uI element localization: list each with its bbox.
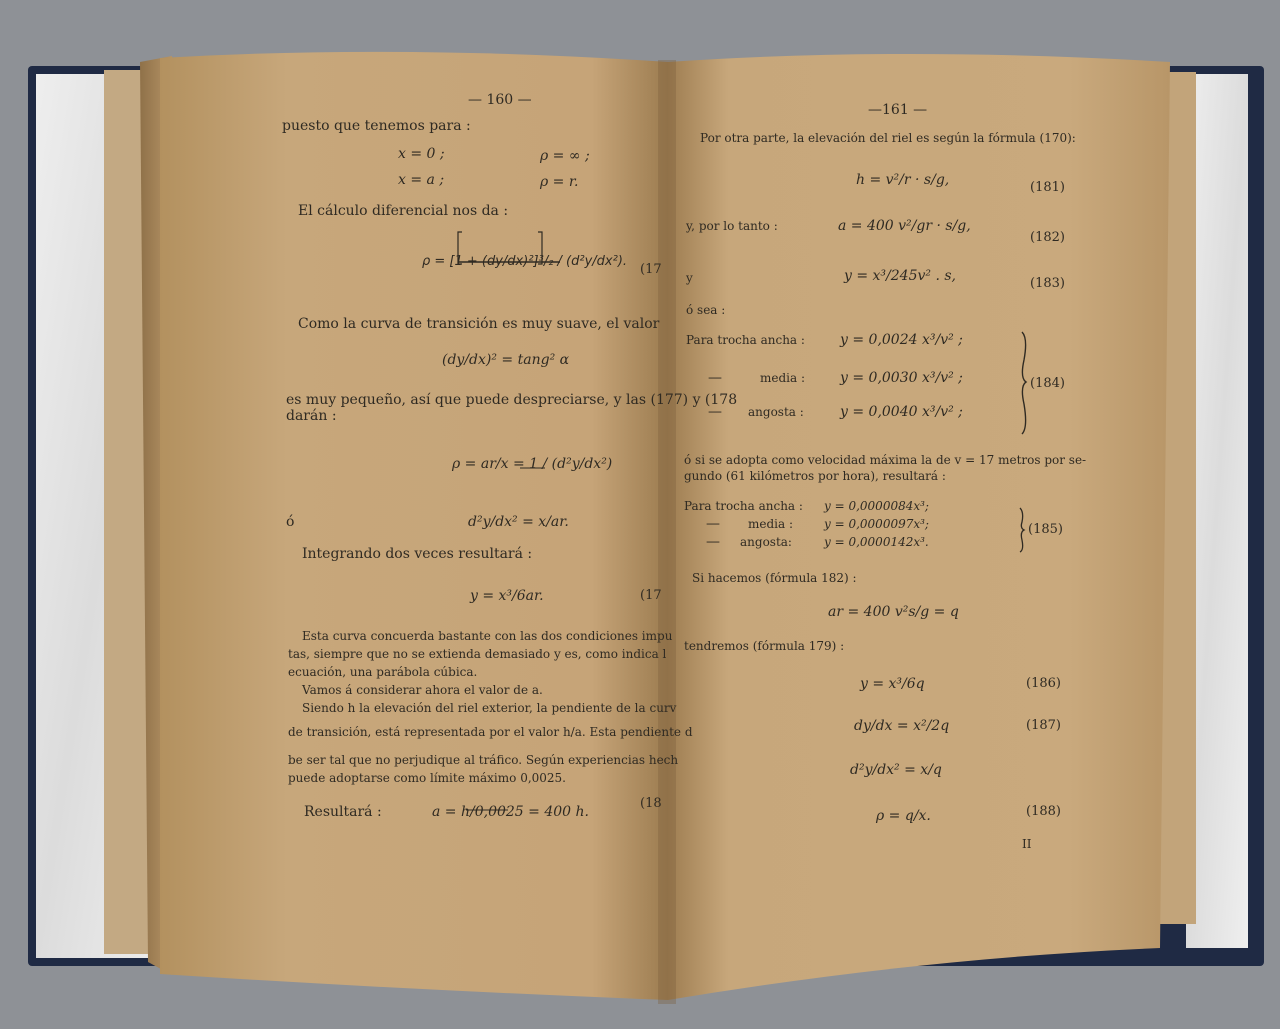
dash: — xyxy=(708,404,722,420)
equation: x = a ; xyxy=(398,172,445,188)
equation: y = 0,0000097x³; xyxy=(824,517,929,531)
text-line: ó sea : xyxy=(686,303,726,317)
text-line: Integrando dos veces resultará : xyxy=(302,546,533,562)
equation: y = 0,0030 x³/v² ; xyxy=(840,370,963,386)
text-line: ecuación, una parábola cúbica. xyxy=(288,665,478,679)
signature-mark: II xyxy=(1022,837,1032,851)
equation-number: (188) xyxy=(1026,804,1061,819)
equation-number: (17 xyxy=(640,262,662,277)
dash: — xyxy=(706,516,720,532)
text-line: de transición, está representada por el valor h/a. Esta pendiente d xyxy=(288,725,693,739)
equation: (dy/dx)² = tang² α xyxy=(442,352,570,368)
gutter-shadow xyxy=(658,60,676,1004)
equation: ar = 400 v²s/g = q xyxy=(828,604,959,620)
equation-number: (184) xyxy=(1030,376,1065,391)
equation: y = x³/245v² . s, xyxy=(844,268,956,284)
equation-number: (183) xyxy=(1030,276,1065,291)
text-line: Siendo h la elevación del riel exterior, la pendiente de la curv xyxy=(302,701,677,715)
text-line: gundo (61 kilómetros por hora), resultará : xyxy=(684,469,946,483)
text-line: angosta: xyxy=(740,535,792,549)
equation: a = 400 v²/gr · s/g, xyxy=(838,218,971,234)
equation: y = 0,0040 x³/v² ; xyxy=(840,404,963,420)
dash: — xyxy=(706,534,720,550)
text-line: y, por lo tanto : xyxy=(686,219,778,233)
equation: y = 0,0000084x³; xyxy=(824,499,929,513)
page-number-right: —161 — xyxy=(868,102,928,118)
text-line: es muy pequeño, así que puede despreciarse, y las (177) y (178 xyxy=(286,392,738,408)
text-line: be ser tal que no perjudique al tráfico. Según experiencias hech xyxy=(288,753,679,767)
equation-number: (18 xyxy=(640,796,662,811)
equation: ρ = ar/x = 1 / (d²y/dx²) xyxy=(452,456,613,472)
text-line: darán : xyxy=(286,408,337,424)
equation: a = h/0,0025 = 400 h. xyxy=(432,804,589,820)
equation: y = 0,0000142x³. xyxy=(824,535,929,549)
text-line: tendremos (fórmula 179) : xyxy=(684,639,845,653)
text-line: Para trocha ancha : xyxy=(686,333,805,347)
text-line: angosta : xyxy=(748,405,804,419)
text-line: Resultará : xyxy=(304,804,382,820)
text-line: y xyxy=(686,271,693,285)
equation: ρ = q/x. xyxy=(876,808,931,824)
text-line: tas, siempre que no se extienda demasiado y es, como indica l xyxy=(288,647,667,661)
equation: ρ = ∞ ; xyxy=(540,148,590,164)
equation: d²y/dx² = x/q xyxy=(850,762,942,778)
text-line: ó si se adopta como velocidad máxima la de v = 17 metros por se- xyxy=(684,453,1087,467)
equation: h = v²/r · s/g, xyxy=(856,172,950,188)
equation-number: (181) xyxy=(1030,180,1065,195)
equation: dy/dx = x²/2q xyxy=(854,718,950,734)
equation-curvature: ρ = [1 + (dy/dx)²]³/₂ / (d²y/dx²). xyxy=(422,254,628,269)
text-line: media : xyxy=(748,517,794,531)
text-line: Vamos á considerar ahora el valor de a. xyxy=(302,683,543,697)
equation: y = x³/6q xyxy=(860,676,925,692)
equation-number: (182) xyxy=(1030,230,1065,245)
dash: — xyxy=(708,370,722,386)
equation: d²y/dx² = x/ar. xyxy=(468,514,569,530)
equation-number: (185) xyxy=(1028,522,1063,537)
text-line: Por otra parte, la elevación del riel es según la fórmula (170): xyxy=(700,131,1076,145)
equation-number: (17 xyxy=(640,588,662,603)
equation-number: (186) xyxy=(1026,676,1061,691)
text-line: El cálculo diferencial nos da : xyxy=(298,203,509,219)
equation: ρ = r. xyxy=(540,174,579,190)
equation-number: (187) xyxy=(1026,718,1061,733)
equation: y = 0,0024 x³/v² ; xyxy=(840,332,963,348)
text-line: Como la curva de transición es muy suave, el valor xyxy=(298,316,660,332)
text-line: Esta curva concuerda bastante con las dos condiciones impu xyxy=(302,629,673,643)
text-line: puede adoptarse como límite máximo 0,0025. xyxy=(288,771,566,785)
text-line: Para trocha ancha : xyxy=(684,499,803,513)
right-page xyxy=(676,0,1266,1029)
page-number-left: — 160 — xyxy=(468,92,532,108)
equation: x = 0 ; xyxy=(398,146,445,162)
text-line: puesto que tenemos para : xyxy=(282,118,471,134)
text-line: ó xyxy=(286,514,295,530)
text-line: Si hacemos (fórmula 182) : xyxy=(692,571,857,585)
equation: y = x³/6ar. xyxy=(470,588,544,604)
text-line: media : xyxy=(760,371,806,385)
